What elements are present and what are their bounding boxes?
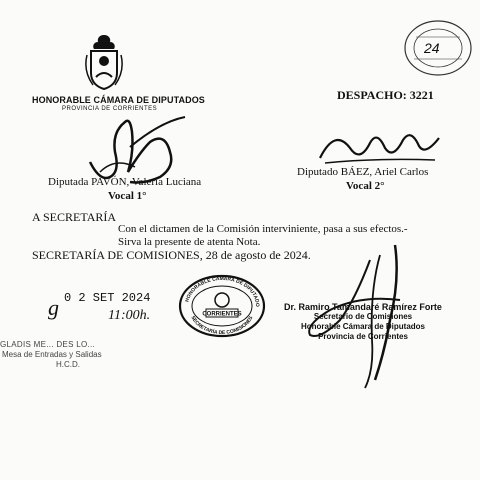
- desk-stamp-line-2: Mesa de Entradas y Salidas: [2, 350, 102, 359]
- desk-stamp-line-3: H.C.D.: [56, 360, 80, 369]
- desk-stamp-line-1: GLADIS ME... DES LO...: [0, 340, 96, 349]
- chamber-subtitle: PROVINCIA DE CORRIENTES: [62, 106, 158, 112]
- date-stamp-date: 0 2 SET 2024: [64, 291, 151, 305]
- place-date: SECRETARÍA DE COMISIONES, 28 de agosto de 2024.: [32, 248, 311, 262]
- chamber-title: HONORABLE CÁMARA DE DIPUTADOS: [32, 95, 205, 105]
- seal-bottom-text: SECRETARÍA DE COMISIONES: [189, 315, 255, 337]
- signature-right: [315, 118, 443, 170]
- svg-text:HONORABLE CÁMARA DE DIPUTADOS: [178, 274, 260, 307]
- seal-center-text: CORRIENTES: [202, 311, 242, 318]
- date-stamp-mark: g: [48, 295, 59, 320]
- official-seal: [178, 274, 266, 338]
- right-signatory-name: Diputado BÁEZ, Ariel Carlos: [297, 166, 429, 178]
- secretary-institution: Honorable Cámara de Diputados: [300, 322, 426, 331]
- provincial-crest-icon: [83, 33, 125, 91]
- date-stamp-time: 11:00h.: [108, 308, 151, 323]
- svg-text:SECRETARÍA DE COMISIONES: [189, 315, 254, 336]
- despacho-number: DESPACHO: 3221: [337, 88, 434, 102]
- secretary-name: Dr. Ramiro Tamandaré Ramírez Forte: [284, 302, 442, 312]
- secretary-title: Secretario de Comisiones: [313, 312, 413, 321]
- secretary-signature-block: [278, 302, 448, 342]
- left-signatory-role: Vocal 1°: [108, 190, 147, 202]
- left-signatory-name: Diputada PAVÓN, Valeria Luciana: [48, 176, 202, 188]
- right-signatory-role: Vocal 2°: [346, 180, 385, 192]
- secretary-province: Provincia de Corrientes: [318, 332, 408, 341]
- body-line-2: Sirva la presente de atenta Nota.: [118, 236, 261, 248]
- received-stamp-number: 24: [424, 40, 440, 56]
- body-line-1: Con el dictamen de la Comisión interviniente, pasa a sus efectos.-: [118, 223, 408, 235]
- seal-top-text: HONORABLE CÁMARA DE DIPUTADO: [184, 275, 261, 307]
- addressee: A SECRETARÍA: [32, 210, 117, 224]
